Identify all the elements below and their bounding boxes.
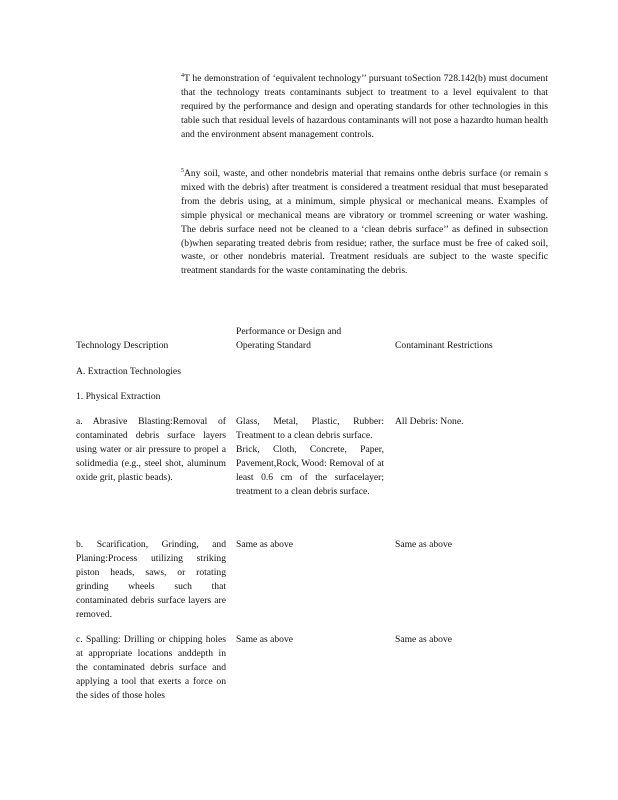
row-b-contaminant: Same as above [395,539,453,550]
subsection-heading: 1. Physical Extraction [76,391,161,402]
footnote-4-marker: 4 [181,73,184,79]
footnote-5-text: Any soil, waste, and other nondebris material that remains onthe debris surface (or remain s mixed with the debris) after treatment is considered a treatment residual that must beseparated from the debris using, at a minimum, simple physical or mechanical means. Examples of simple physical or mechanical means are vibratory or trommel screening or water washing. The debris surface need not be cleaned to a ‘clean debris surface’’ as defined in subsection (b)when separating treated debris from residue; rather, the surface must be free of caked soil, waste, or other nondebris material. Treatment residuals are subject to the waste specific treatment standards for the waste contaminating the debris. [181,168,548,277]
header-contaminant: Contaminant Restrictions [395,340,493,351]
footnote-5-marker: 5 [181,168,184,174]
row-a-technology: a. Abrasive Blasting:Removal of contaminated debris surface layers using water or air pressure to propel a solidmedia (e.g., steel shot, aluminum oxide grit, plastic beads). [76,416,226,483]
row-a-contaminant: All Debris: None. [395,416,464,427]
row-a-performance-part2: Brick, Cloth, Concrete, Paper, Pavement,Rock, Wood: Removal of at least 0.6 cm of the surfacelayer; treatment to a clean debris surface. [236,443,384,497]
header-performance [236,325,341,353]
header-technology: Technology Description [76,340,169,351]
header-performance-line2: Operating Standard [236,339,311,351]
row-c-technology: c. Spalling: Drilling or chipping holes at appropriate locations anddepth in the contaminated debris surface and applying a tool that exerts a force on the sides of those holes [76,634,226,701]
row-b-technology: b. Scarification, Grinding, and Planing:Process utilizing striking piston heads, saws, or rotating grinding wheels such that contaminated debris surface layers are removed. [76,539,226,620]
header-performance-line1: Performance or Design and [236,326,342,337]
footnote-5 [181,167,548,278]
row-b-performance: Same as above [236,539,294,550]
row-c-contaminant: Same as above [395,634,453,645]
row-a-performance [236,415,384,498]
row-c-performance: Same as above [236,634,294,645]
section-heading: A. Extraction Technologies [76,366,181,377]
footnote-4-text: T he demonstration of ‘equivalent technology’’ pursuant toSection 728.142(b) must document that the technology treats contaminants subject to treatment to a level equivalent to that required by the performance and design and operating standards for other technologies in this table such that residual levels of hazardous contaminants will not pose a hazardto human health and the environment absent management controls. [181,73,548,140]
footnote-4 [181,72,548,142]
row-a-performance-part1: Glass, Metal, Plastic, Rubber: Treatment to a clean debris surface. [236,416,384,441]
